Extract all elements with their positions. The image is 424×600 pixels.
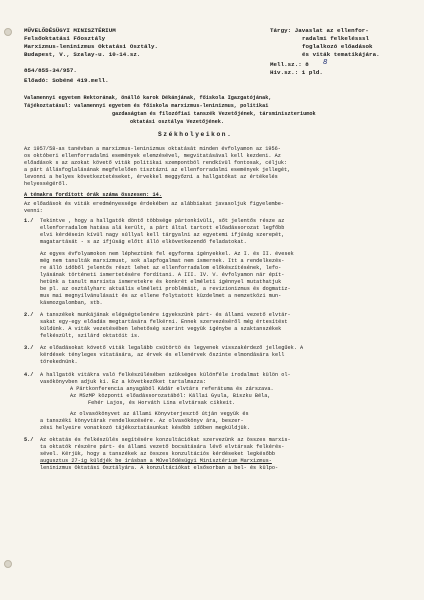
item-1b-line-6: be pl. az osztályharc aktuális elméleti problémáit, a revizionizmus és dogmatiz-	[40, 286, 291, 292]
item-1b-line-7: mus mai megnyilvánulásait és az ellene folytatott küzdelmet a nemzetközi mun-	[40, 293, 282, 299]
item-1b-line-4: lyásának történeti ismertetésére fordítani. A III. IV. V. évfolyamon nár épít-	[40, 272, 285, 278]
item-2-line-1: A tanszékek munkájának elégségtelenére igyekszünk párt- és állami vezető elvtár-	[40, 312, 291, 318]
subject-line-4: és viták tematikájára.	[302, 51, 380, 58]
item-2-line-4: felkészült, szilárd oktatóit is.	[40, 333, 141, 339]
item-4-line-7: Az olvasókönyvet az állami Könyvterjesztő útján vegyük és	[70, 411, 249, 417]
addressee-line-3: gazdaságtan és filozófiai tanszék Vezetőjének, társminiszteriumok	[112, 111, 316, 117]
subject-line-3: foglalkozó előadások	[302, 43, 373, 50]
copy-count: Hiv.sz.: 1 pld.	[270, 69, 323, 76]
para-line-5: levonni a helyes következtetéseket, érvekkel meggyőzni a hallgatókat az értékelés	[24, 174, 278, 180]
item-4-line-3: A Pártkonferencia anyagából Kádár elvtárs referátuma és zárszava.	[70, 386, 274, 392]
item-1b-line-8: kásmozgalomban, stb.	[40, 300, 103, 306]
item-5-line-4: augusztus 27-ig küldjék be írásban a Művelődésügyi Minisztérium Marxizmus-	[40, 458, 272, 464]
address: Budapest, V., Szalay-u. 10-14.sz.	[24, 51, 141, 58]
ministry-name: MŰVELŐDÉSÜGYI MINISZTÉRIUM	[24, 27, 116, 34]
item-4-line-8: a tanszéki könyvtárak rendelkezésére. Az olvasókönyv ára, beszer-	[40, 418, 244, 424]
item-1-line-1: Tekintve , hogy a hallgatók döntő többsége pártonkívüli, sőt jelentős része az	[40, 218, 285, 224]
item-5-number: 5./	[24, 437, 34, 443]
item-2-line-3: küldünk. A viták vezetésében lehetőség szerint vegyük igénybe a szaktanszékek	[40, 326, 282, 332]
punch-hole-bottom	[4, 560, 12, 568]
addressee-line-1: Valamennyi egyetem Rektorának, önálló karok Dékánjának, főiskola Igazgatójának,	[24, 95, 272, 101]
reference-number: 854/855-34/957.	[24, 67, 77, 74]
subject-line-2: radalmi felkelésssl	[302, 35, 370, 42]
item-1b-line-5: hetünk a tanult marxista ismeretekre és konkrét elméleti igénnyel mutathatjuk	[40, 279, 282, 285]
para-line-1: Az 1957/58-as tanévban a marxizmus-leninizmus oktatását minden évfolyamon az 1956-	[24, 146, 281, 152]
handwritten-attachment-mark: 8	[323, 58, 328, 66]
item-4-line-5: Fehér Lajos, és Horváth Lina elvtársak cikkeit.	[88, 400, 236, 406]
item-5-line-2: ta oktatók részére párt- és állami vezető bocsátására lévő elvtársak felkérés-	[40, 444, 285, 450]
item-4-number: 4./	[24, 372, 34, 378]
item-1b-line-2: még nem tanulták marxizmust, sok alapfogalmat nem ismernek. Itt a rendelkezés-	[40, 258, 285, 264]
addressee-line-4: oktatási osztálya Vezetőjének.	[130, 119, 224, 125]
item-3-line-3: törekednünk.	[40, 359, 78, 365]
department-name: Felsőoktatási Főosztály	[24, 35, 106, 42]
item-5-line-1: Az oktatás és felkészülés segítésére konzultációkat szervezünk az összes marxis-	[40, 437, 291, 443]
officer-line: Előadó: Sobéné 419.mell.	[24, 77, 109, 84]
item-2-line-2: sakat egy-egy előadás megtartására felkérni. Ennek szervezéséről még értesítést	[40, 319, 288, 325]
item-1-line-3: elvi kérdésein kívül nagy súllyal kell tárgyalni az egyetemi ifjúság szerepét,	[40, 232, 285, 238]
item-3-line-2: kérdések tényleges vitatására, az érvek és ellenérvek őszinte elmondására kell	[40, 352, 285, 358]
item-1b-line-3: re álló időből jelentős részt lehet az ellenforradalom előkészítésének, lefo-	[40, 265, 282, 271]
intro-line-1: Az előadások és viták eredményessége érdekében az alábbiakat javasoljuk figyelembe-	[24, 201, 285, 207]
intro-line-2: venni:	[24, 208, 43, 214]
para-line-6: helyességéről.	[24, 181, 68, 187]
item-1-number: 1./	[24, 218, 34, 224]
addressee-line-2: Tájékoztatásul: valamennyi egyetem és főiskola marxizmus-leninizmus, politikai	[24, 103, 269, 109]
attachment-count: Mell.sz.: 8	[270, 61, 309, 68]
para-line-2: os októberi ellenforradalmi események elemzésével, megvitatásával kell kezdeni. Az	[24, 153, 281, 159]
item-4-line-1: A hallgatók vitákra való felkészülésében szükséges különféle irodalmat külön ol-	[40, 372, 291, 378]
item-1-line-2: ellenforradalom hatása alá került, a párt által tartott előadássorozat legfőbb	[40, 225, 285, 231]
item-1-line-4: magatartását - s az ifjúság előtt álló elkövetkezendő feladatokat.	[40, 239, 247, 245]
item-1b-line-1: Az egyes évfolyamokon nem lépheztünk fel egyforma igényekkel. Az I. és II. évesek	[40, 251, 294, 257]
section-name: Marxizmus-leninizmus Oktatási Osztály.	[24, 43, 159, 50]
item-4-line-4: Az MSzMP központi előadássorozatából: Kállai Gyula, Biszku Béla,	[70, 393, 271, 399]
item-5-line-3: sével. Kérjük, hogy a tanszékek az összes konzultációs kérdéseket legkésőbb	[40, 451, 275, 457]
item-4-line-9: zési helyeire vonatkozó tájékoztatásunkat később időben megküldjük.	[40, 425, 250, 431]
punch-hole-top	[4, 28, 12, 36]
subject-line-1: Tárgy: Javaslat az ellenfor-	[270, 27, 369, 34]
item-2-number: 2./	[24, 312, 34, 318]
para-line-3: előadások s az azokat követő viták politikai szempontból rendkívül fontosak, céljuk:	[24, 160, 288, 166]
item-5-line-5: leninizmus Oktatási Osztályára. A konzultációkat elsősorban a bel- és külpo-	[40, 465, 279, 471]
salutation: Székholyeikon.	[158, 131, 233, 138]
item-3-number: 3./	[24, 345, 34, 351]
item-4-line-2: vasókönyvben adjuk ki. Ez a következőket tartalmazza:	[40, 379, 207, 385]
hours-line: A témakra fordított órák száma összesen: 14.	[24, 192, 162, 198]
para-line-4: a párt állásfoglalásának megfelelően tisztázni az ellenforradalmi események jellegét,	[24, 167, 291, 173]
item-3-line-1: Az előadásokat követő viták legalább csütörtö és legyenek visszakérdező jellegűek. A	[40, 345, 304, 351]
